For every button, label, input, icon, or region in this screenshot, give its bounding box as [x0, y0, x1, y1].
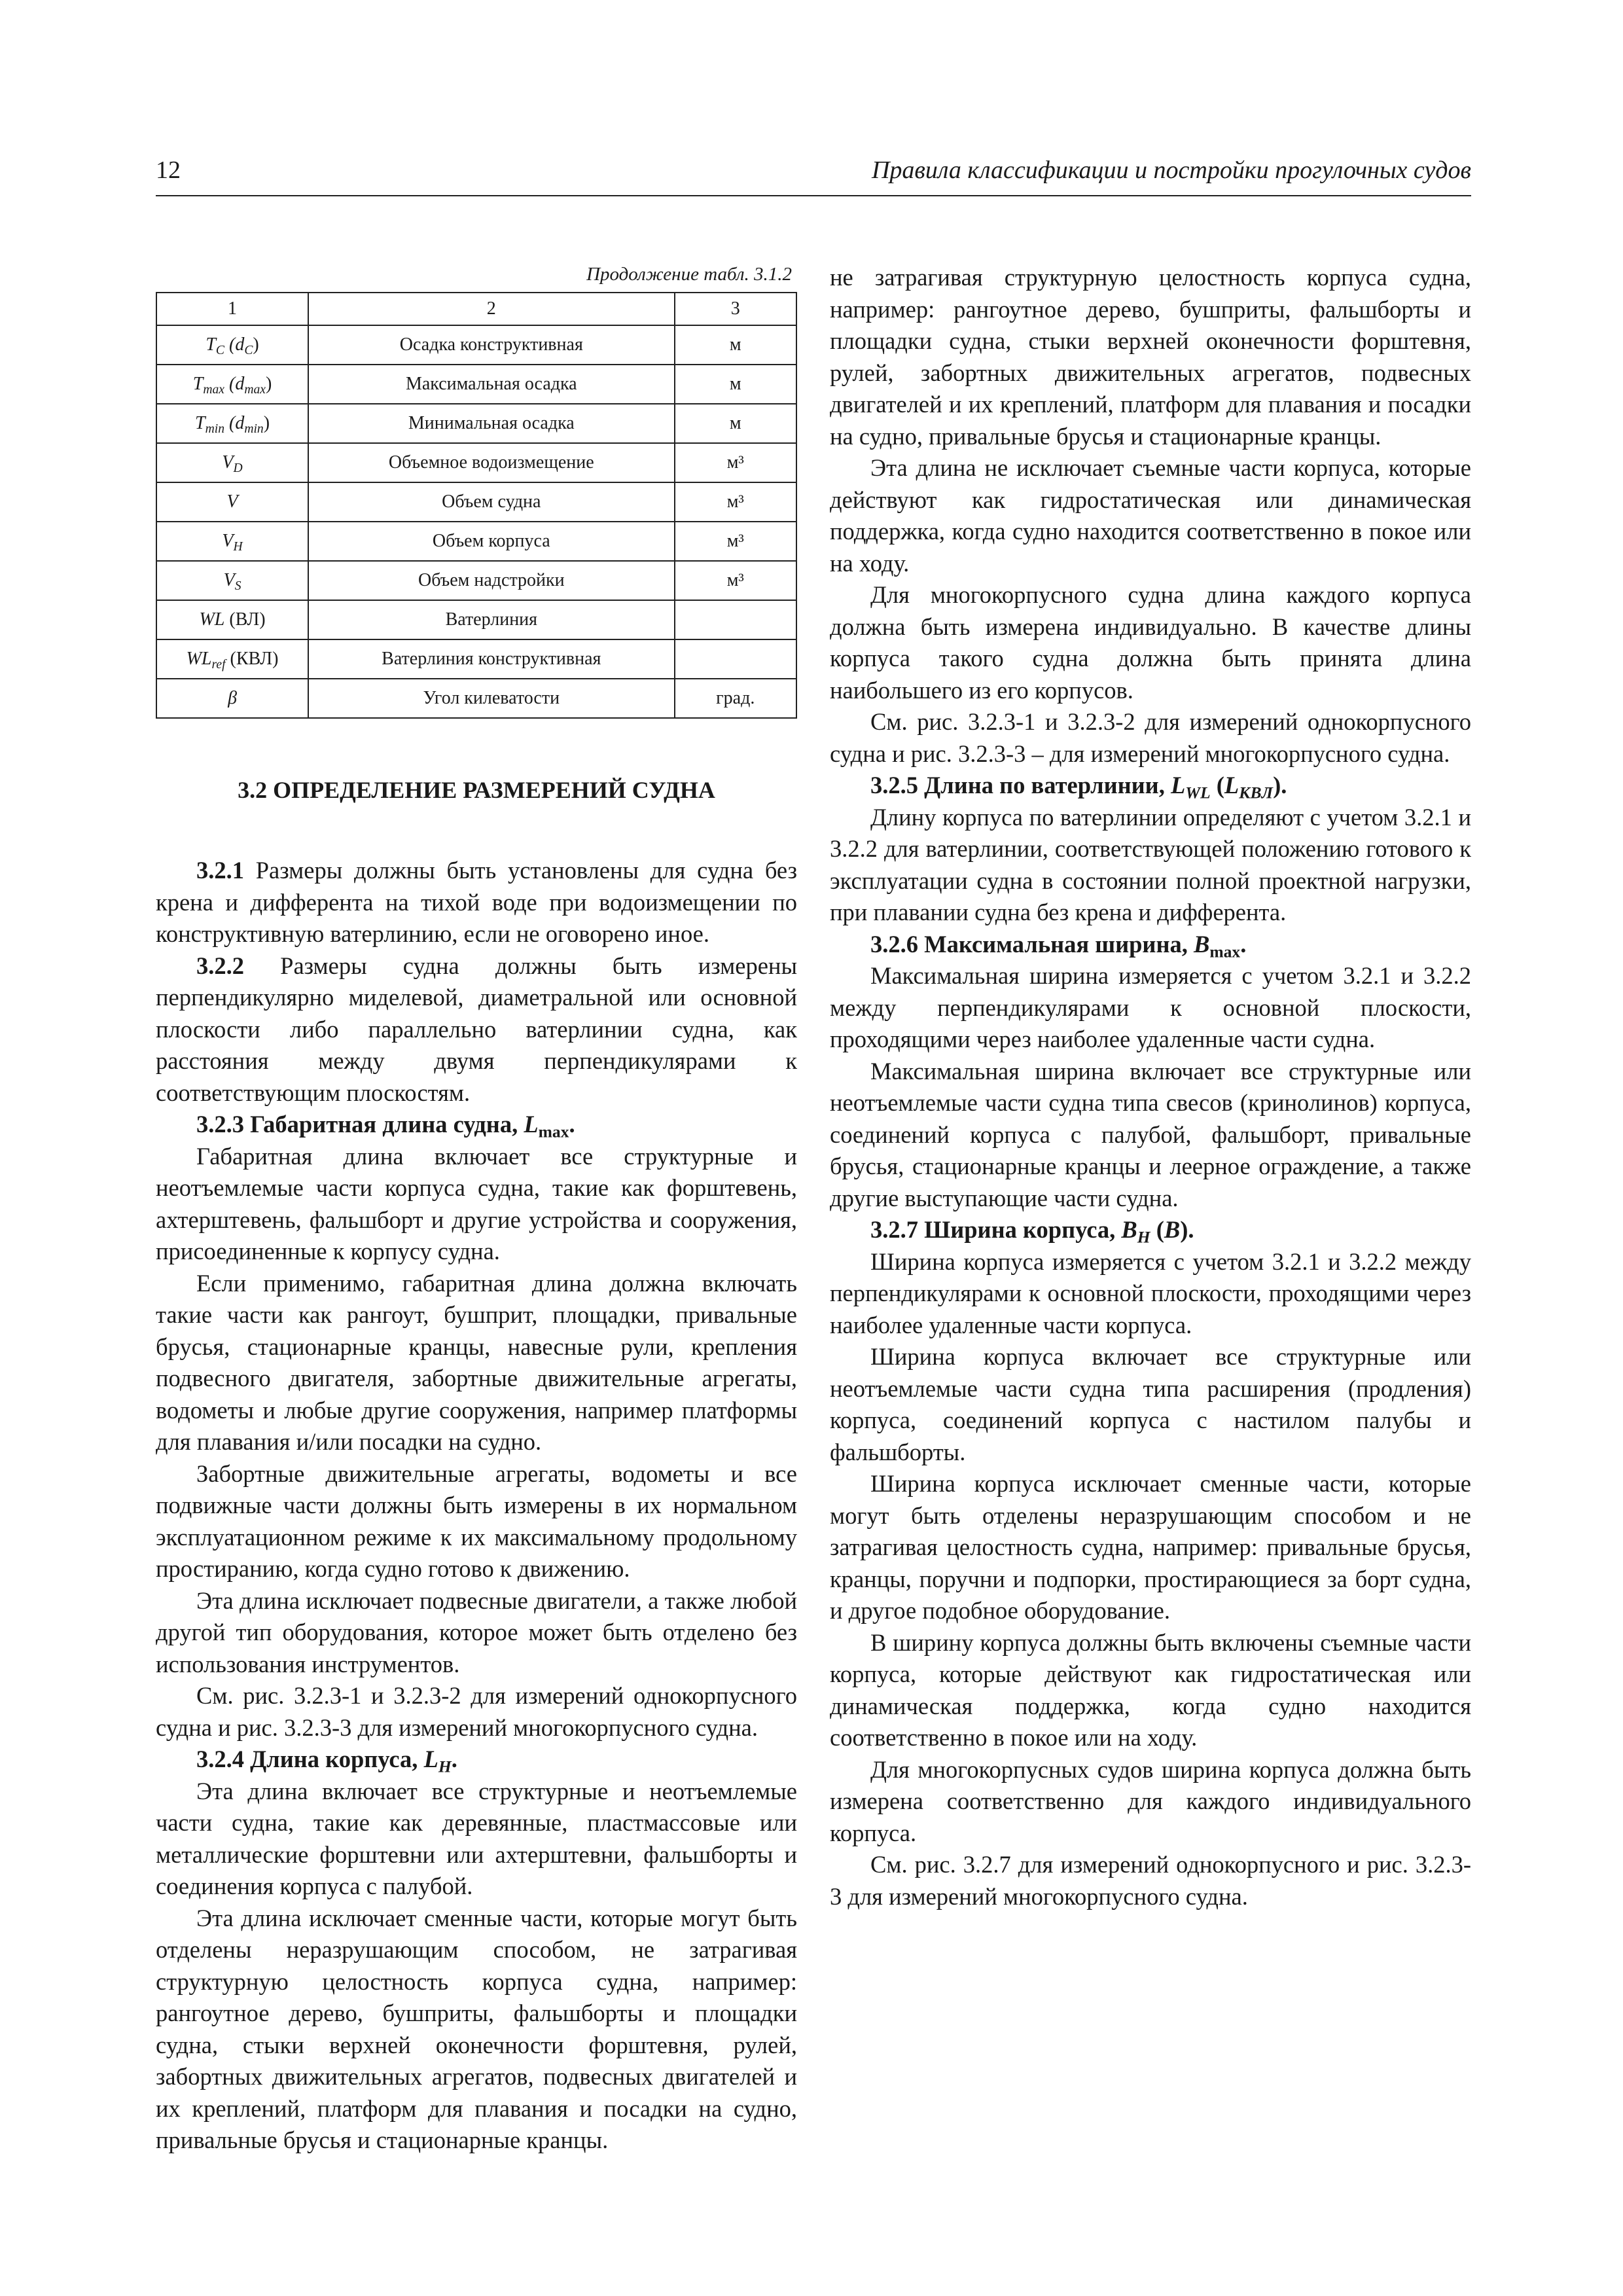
- symbol-subscript: D: [233, 461, 243, 475]
- symbol-close: (КВЛ): [225, 649, 279, 669]
- name-cell: Осадка конструктивная: [308, 325, 674, 365]
- heading-end: .: [451, 1746, 457, 1772]
- table-row: [156, 482, 796, 522]
- symbol-subscript: C: [215, 343, 224, 357]
- symbol-extra-subscript: C: [244, 343, 253, 357]
- heading-end: ).: [1180, 1216, 1194, 1243]
- paragraph-text: Для многокорпусного судна длина каждого корпуса должна быть измерена индивидуально. В качестве длины корпуса такого судна должна быть принята длина наибольшего из его корпусов.: [830, 581, 1471, 704]
- paragraph-text: Для многокорпусных судов ширина корпуса должна быть измерена соответственно для каждого индивидуального корпуса.: [830, 1755, 1471, 1846]
- unit-cell: град.: [675, 679, 796, 718]
- symbol-subscript: max: [1209, 942, 1241, 961]
- symbol: L: [423, 1746, 438, 1772]
- symbol-cell: [156, 443, 308, 482]
- table-caption: Продолжение табл. 3.1.2: [586, 264, 792, 285]
- table-row: [156, 639, 796, 679]
- heading-text: 3.2.6 Максимальная ширина,: [870, 930, 1194, 958]
- symbol-subscript: КВЛ: [1239, 783, 1274, 802]
- table-header-cell: 1: [156, 293, 308, 325]
- table-row: [156, 522, 796, 561]
- symbol-subscript: WL: [1185, 783, 1211, 802]
- unit-cell: [675, 639, 796, 679]
- symbol-cell: [156, 522, 308, 561]
- symbol: L: [1170, 772, 1186, 798]
- symbol: β: [228, 688, 238, 708]
- symbol-cell: [156, 482, 308, 522]
- symbol: T: [205, 334, 216, 355]
- symbol-close: (ВЛ): [224, 609, 266, 630]
- unit-cell: м³: [675, 561, 796, 600]
- symbol-cell: [156, 679, 308, 718]
- symbol-extra-subscript: min: [244, 422, 264, 436]
- name-cell: Максимальная осадка: [308, 365, 674, 404]
- symbol: V: [222, 531, 234, 551]
- page-header: [156, 156, 1471, 196]
- heading-3-2-7: [830, 1214, 1471, 1246]
- symbol: L: [1224, 772, 1240, 798]
- paragraph-text: См. рис. 3.2.3-1 и 3.2.3-2 для измерений однокорпусного судна и рис. 3.2.3-3 – для измерений многокорпусного судна.: [830, 708, 1471, 767]
- paragraph-text: Если применимо, габаритная длина должна включать такие части как рангоут, бушприт, площадки, привальные брусья, стационарные кранцы, навесные рули, крепления подвесного двигателя, забортные движительные агрегаты, водометы и любые другие сооружения, например платформы для плавания и/или посадки на судно.: [156, 1269, 797, 1455]
- symbol-subscript: min: [205, 422, 224, 436]
- table-row: [156, 561, 796, 600]
- unit-cell: [675, 600, 796, 639]
- symbol-close: ): [265, 374, 272, 394]
- paragraph-3-2-2: [156, 950, 797, 1109]
- paragraph-text: Забортные движительные агрегаты, водометы и все подвижные части должны быть измерены в их нормальном эксплуатационном режиме к их максимальному продольному простиранию, когда судно готово к движению.: [156, 1460, 797, 1582]
- heading-text: 3.2.3 Габаритная длина судна,: [196, 1111, 524, 1138]
- table-row: [156, 600, 796, 639]
- symbol: WL: [186, 649, 212, 669]
- heading-end: .: [1240, 930, 1247, 958]
- name-cell: Объем корпуса: [308, 522, 674, 561]
- paragraph-3-2-1: [156, 855, 797, 950]
- heading-text: 3.2.7 Ширина корпуса,: [870, 1216, 1122, 1243]
- symbol-cell: [156, 561, 308, 600]
- heading-text: 3.2.4 Длина корпуса,: [196, 1746, 424, 1772]
- paragraph-text: Ширина корпуса включает все структурные или неотъемлемые части судна типа расширения (продления) корпуса, соединений корпуса с настилом палубы и фальшборты.: [830, 1343, 1471, 1465]
- heading-paren: (: [1150, 1216, 1164, 1243]
- name-cell: Ватерлиния конструктивная: [308, 639, 674, 679]
- right-column: [830, 262, 1471, 1912]
- symbol: WL: [199, 609, 225, 630]
- name-cell: Угол килеватости: [308, 679, 674, 718]
- name-cell: Объем судна: [308, 482, 674, 522]
- symbol-subscript: ref: [211, 657, 226, 672]
- running-title: Правила классификации и постройки прогулочных судов: [871, 156, 1471, 184]
- unit-cell: м: [675, 404, 796, 443]
- unit-cell: м³: [675, 443, 796, 482]
- paragraph-text: Эта длина включает все структурные и неотъемлемые части судна, такие как деревянные, пластмассовые или металлические форштевни или ахтерштевни, фальшборты и соединения корпуса с палубой.: [156, 1777, 797, 1899]
- table-header-cell: 2: [308, 293, 674, 325]
- page-number: 12: [156, 156, 181, 184]
- name-cell: Ватерлиния: [308, 600, 674, 639]
- paragraph-text: Максимальная ширина включает все структурные или неотъемлемые части судна типа свесов (кринолинов) корпуса, соединений корпуса с палубой, фальшборт, привальные брусья, стационарные кранцы и леерное ограждение, а также другие выступающие части судна.: [830, 1057, 1471, 1211]
- section-title: 3.2 ОПРЕДЕЛЕНИЕ РАЗМЕРЕНИЙ СУДНА: [238, 777, 715, 803]
- symbol-cell: [156, 639, 308, 679]
- symbol: T: [195, 413, 205, 433]
- heading-3-2-6: [830, 929, 1471, 961]
- paragraph-text: См. рис. 3.2.3-1 и 3.2.3-2 для измерений однокорпусного судна и рис. 3.2.3-3 для измерений многокорпусного судна.: [156, 1682, 797, 1741]
- symbol-close: ): [253, 334, 259, 355]
- paragraph-text: В ширину корпуса должны быть включены съемные части корпуса, которые действуют как гидростатическая или динамическая поддержка, когда судно находится соответственно в покое или на ходу.: [830, 1628, 1471, 1751]
- heading-3-2-3: [156, 1109, 797, 1141]
- paragraph-text: См. рис. 3.2.7 для измерений однокорпусного и рис. 3.2.3-3 для измерений многокорпусного судна.: [830, 1851, 1471, 1910]
- clause-number: 3.2.2: [196, 952, 244, 979]
- paragraph-text: Эта длина исключает подвесные двигатели, а также любой другой тип оборудования, которое может быть отделено без использования инструментов.: [156, 1587, 797, 1677]
- unit-cell: м³: [675, 522, 796, 561]
- heading-end: ).: [1273, 772, 1287, 798]
- symbol-cell: [156, 404, 308, 443]
- paragraph-text: Максимальная ширина измеряется с учетом 3.2.1 и 3.2.2 между перпендикулярами к основной плоскости, проходящими через наиболее удаленные части судна.: [830, 962, 1471, 1052]
- table-row: [156, 404, 796, 443]
- paragraph-text: Размеры должны быть установлены для судна без крена и дифферента на тихой воде при водоизмещении по конструктивную ватерлинию, если не оговорено иное.: [156, 857, 797, 947]
- symbol: T: [192, 374, 204, 394]
- symbol-subscript: H: [438, 1757, 452, 1776]
- symbol-extra: (d: [224, 413, 245, 433]
- symbol-close: ): [263, 413, 270, 433]
- symbol: B: [1194, 930, 1210, 958]
- symbol-subscript: max: [203, 382, 224, 397]
- symbol-cell: [156, 600, 308, 639]
- name-cell: Объемное водоизмещение: [308, 443, 674, 482]
- paragraph-text: Габаритная длина включает все структурные и неотъемлемые части корпуса судна, такие как форштевень, ахтерштевень, фальшборт и другие устройства и сооружения, присоединенные к корпусу судна.: [156, 1142, 797, 1265]
- symbol-extra: (d: [224, 334, 245, 355]
- symbol: B: [1164, 1216, 1181, 1243]
- symbol-extra: (d: [224, 374, 245, 394]
- heading-paren: (: [1210, 772, 1224, 798]
- paragraph-text: Эта длина исключает сменные части, которые могут быть отделены неразрушающим способом, не затрагивая структурную целостность корпуса судна, например: рангоутное дерево, бушприты, фальшборты и площадки судна, стыки верхней оконечности форштевня, рулей, забортных движительных агрегатов, подвесных двигателей и их креплений, платформ для плавания и посадки на судно, привальные брусья и стационарные кранцы.: [156, 1904, 797, 2153]
- table-row: [156, 679, 796, 718]
- symbol-subscript: S: [234, 579, 241, 593]
- table-row: [156, 325, 796, 365]
- clause-number: 3.2.1: [196, 857, 244, 884]
- paragraph-text: Размеры судна должны быть измерены перпендикулярно миделевой, диаметральной или основной плоскости либо параллельно ватерлинии судна, как расстояния между двумя перпендикулярами к соответствующим плоскостям.: [156, 952, 797, 1106]
- table-header-row: [156, 293, 796, 325]
- heading-text: 3.2.5 Длина по ватерлинии,: [870, 772, 1171, 798]
- symbol-cell: [156, 365, 308, 404]
- name-cell: Объем надстройки: [308, 561, 674, 600]
- heading-3-2-5: [830, 770, 1471, 802]
- symbol: L: [524, 1111, 539, 1138]
- symbol-subscript: H: [233, 539, 243, 554]
- left-column: [156, 262, 797, 2153]
- symbol-subscript: H: [1137, 1227, 1150, 1247]
- symbol: B: [1121, 1216, 1137, 1243]
- heading-end: .: [569, 1111, 575, 1138]
- table-row: [156, 443, 796, 482]
- symbol: V: [226, 492, 238, 512]
- paragraph-text: Эта длина не исключает съемные части корпуса, которые действуют как гидростатическая или динамическая поддержка, когда судно находится соответственно в покое или на ходу.: [830, 454, 1471, 577]
- paragraph-text: Длину корпуса по ватерлинии определяют с учетом 3.2.1 и 3.2.2 для ватерлинии, соответствующей положению готового к эксплуатации судна в состоянии полной проектной нагрузки, при плавании судна без крена и дифферента.: [830, 803, 1471, 925]
- heading-3-2-4: [156, 1744, 797, 1776]
- symbol-cell: [156, 325, 308, 365]
- paragraph-continuation: не затрагивая структурную целостность корпуса судна, например: рангоутное дерево, бушприты, фальшборты и площадки судна, стыки верхней оконечности форштевня, рулей, забортных движительных агрегатов, подвесных двигателей и их креплений, платформ для плавания и посадки на судно, привальные брусья и стационарные кранцы.: [830, 264, 1471, 450]
- unit-cell: м: [675, 365, 796, 404]
- symbol-extra-subscript: max: [244, 382, 266, 397]
- paragraph-text: Ширина корпуса измеряется с учетом 3.2.1 и 3.2.2 между перпендикулярами к основной плоскости, проходящими через наиболее удаленные части корпуса.: [830, 1247, 1471, 1338]
- unit-cell: м: [675, 325, 796, 365]
- symbol-subscript: max: [538, 1122, 569, 1141]
- name-cell: Минимальная осадка: [308, 404, 674, 443]
- symbol: V: [222, 452, 234, 473]
- symbol: V: [223, 570, 235, 590]
- table-header-cell: 3: [675, 293, 796, 325]
- paragraph-text: Ширина корпуса исключает сменные части, которые могут быть отделены неразрушающим способом и не затрагивая целостность судна, например: привальные брусья, кранцы, поручни и подпорки, простирающиеся за борт судна, и другое подобное оборудование.: [830, 1470, 1471, 1624]
- unit-cell: м³: [675, 482, 796, 522]
- table-row: [156, 365, 796, 404]
- symbols-table: [156, 292, 797, 719]
